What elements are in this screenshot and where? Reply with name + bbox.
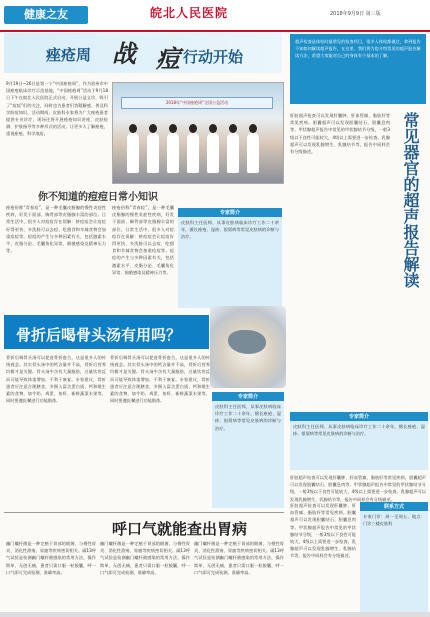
headline-part-b: 战 xyxy=(112,39,136,68)
breath-body-col1: 幽门螺杆菌是一种定植于胃部的细菌，与慢性胃炎、消化性溃疡、胃癌等疾病密切相关。碳13呼气试验是检测幽门螺杆菌感染的常用方法，操作简单，无创无痛，患者只需口服一粒胶囊，呼一口气即可完成检测，准确率高。 xyxy=(6,541,96,575)
right-lead-box: 超声检查是体检时最常见的检查项目，很多人体检都做过，拿到报告不知如何解读超声报告，在这里，我们将为您介绍常见的超声报告解读方法，希望大家能对自己的身体有个基本的了解。 xyxy=(290,34,426,104)
headline-part-d: 行动开始 xyxy=(183,48,244,66)
lead-photo xyxy=(112,82,284,184)
newspaper-masthead: 皖北人民医院 xyxy=(150,6,229,20)
right-expert-box xyxy=(290,412,428,470)
right-vertical-title xyxy=(395,112,425,288)
knowledge-section-title: 你不知道的痘痘日常小知识 xyxy=(38,192,158,203)
breath-section-title: 呼口气就能查出胃病 xyxy=(112,520,248,538)
knowledge-body-col1: 痤疮俗称“青春痘”，是一种毛囊皮脂腺的慢性炎症性疾病，好发于面部、胸背部等皮脂腺丰富的部位。日常生活中，很多人对痘痘存在误解：挤痘痘会让痘痘好得更快、多洗脸可以去痘、吃甜食和辛辣食物会加重痘痘等。痘痘的产生与多种因素有关，包括激素水平、皮脂分泌、毛囊角化异常、细菌感染及精神压力等。 xyxy=(6,205,106,254)
expert-box-title: 专家简介 xyxy=(178,208,282,217)
person-figure xyxy=(207,133,219,173)
photo-banner: 2018年“中国痤疮周”全国公益活动 xyxy=(121,97,273,109)
right-expert-title: 专家简介 xyxy=(290,412,428,421)
bone-image xyxy=(228,330,266,354)
expert-box-body: 皮肤科主任医师，从事皮肤病临床诊疗工作二十余年，擅长痤疮、湿疹、银屑病等常见皮肤病的诊断与治疗。 xyxy=(181,220,279,240)
person-figure xyxy=(187,133,199,173)
soup-body-col2: 骨折后喝骨头汤可以促进骨折愈合，这是很多人的传统观念。其实骨头汤中的钙含量并不高，骨折后营养均衡才是关键。骨头汤中含有大量脂肪，过量饮用反而可能导致体重增加，不利于康复。专家建议，骨折患者应注意合理膳食，多摄入富含蛋白质、钙和维生素的食物，如牛奶、鸡蛋、鱼虾、新鲜蔬菜水果等，同时要遵医嘱进行功能锻炼。 xyxy=(110,355,210,404)
soup-expert-title: 专家简介 xyxy=(212,392,284,401)
section-tag: 健康之友 xyxy=(4,6,88,24)
right-more-text: 肝脏超声检查可以发现肝囊肿、肝血管瘤、脂肪肝等常见疾病。胆囊超声可以发现胆囊结石、胆囊息肉等。甲状腺超声报告中常见的甲状腺结节分级，一般3级以下良性可能较大，4级以上需要进一步检查。乳腺超声可以发现乳腺增生、乳腺结节等，报告中同样会有分级描述。 xyxy=(290,475,426,502)
contact-title: 联系方式 xyxy=(360,502,428,511)
right-bottom-text: 肝脏超声检查可以发现肝囊肿、肝血管瘤、脂肪肝等常见疾病。胆囊超声可以发现胆囊结石、胆囊息肉等。甲状腺超声报告中常见的甲状腺结节分级，一般3级以下良性可能较大，4级以上需要进一步检查。乳腺超声可以发现乳腺增生、乳腺结节等，报告中同样会有分级描述。 xyxy=(290,503,356,559)
person-figure xyxy=(247,133,259,173)
breath-body-col2: 幽门螺杆菌是一种定植于胃部的细菌，与慢性胃炎、消化性溃疡、胃癌等疾病密切相关。碳13呼气试验是检测幽门螺杆菌感染的常用方法，操作简单，无创无痛，患者只需口服一粒胶囊，呼一口气即可完成检测，准确率高。 xyxy=(100,541,190,575)
person-figure xyxy=(167,133,179,173)
contact-body: 专家门诊：周一至周五，地点：门诊三楼皮肤科 xyxy=(363,514,425,527)
right-body-text: 肝脏超声检查可以发现肝囊肿、肝血管瘤、脂肪肝等常见疾病。胆囊超声可以发现胆囊结石、胆囊息肉等。甲状腺超声报告中常见的甲状腺结节分级，一般3级以下良性可能较大，4级以上需要进一步检查。乳腺超声可以发现乳腺增生、乳腺结节等，报告中同样会有分级描述。 xyxy=(290,113,390,155)
soup-body-col1: 骨折后喝骨头汤可以促进骨折愈合，这是很多人的传统观念。其实骨头汤中的钙含量并不高，骨折后营养均衡才是关键。骨头汤中含有大量脂肪，过量饮用反而可能导致体重增加，不利于康复。专家建议，骨折患者应注意合理膳食，多摄入富含蛋白质、钙和维生素的食物，如牛奶、鸡蛋、鱼虾、新鲜蔬菜水果等，同时要遵医嘱进行功能锻炼。 xyxy=(6,355,106,404)
person-figure xyxy=(147,133,159,173)
right-expert-body: 皮肤科主任医师，从事皮肤病临床诊疗工作二十余年，擅长痤疮、湿疹、银屑病等常见皮肤病的诊断与治疗。 xyxy=(293,424,425,437)
person-figure xyxy=(227,133,239,173)
lead-body-text: 9月19日~26日是第一个“中国痤疮周”，作为宿州市中国痤疮临床诊疗示范基地，“中国痤疮周”活动于9月18日下午在皖北人民医院正式启动。开展公益义诊，吸引了“痘痘”们的关注，同时也为患者们答疑解惑，普及科学防痘知识。活动期间，皮肤科专家将为广大痤疮患者提供专业诊疗，现场还将开展痤疮知识讲座、皮肤检测、护肤指导等多种形式的活动，让更多人了解痤疮、重视痤疮、科学战痘。 xyxy=(6,81,108,137)
page-footer-bar xyxy=(0,612,430,617)
divider xyxy=(4,512,284,513)
person-figure xyxy=(127,133,139,173)
expert-info-box xyxy=(178,208,282,308)
contact-box xyxy=(360,502,428,614)
date-line: 2018年9月9日 第三版 xyxy=(330,11,381,17)
headline-part-a: 痤疮周 xyxy=(46,46,92,64)
headline-part-c: 痘 xyxy=(156,44,180,73)
soup-section-title: 骨折后喝骨头汤有用吗？ xyxy=(16,326,182,344)
soup-expert-box xyxy=(212,392,284,508)
right-title-text: 常见器官的超声报告解读 xyxy=(401,112,420,288)
soup-expert-body: 皮肤科主任医师，从事皮肤病临床诊疗工作二十余年，擅长痤疮、湿疹、银屑病等常见皮肤病的诊断与治疗。 xyxy=(215,404,281,431)
knowledge-body-col2: 痤疮俗称“青春痘”，是一种毛囊皮脂腺的慢性炎症性疾病，好发于面部、胸背部等皮脂腺丰富的部位。日常生活中，很多人对痘痘存在误解：挤痘痘会让痘痘好得更快、多洗脸可以去痘、吃甜食和辛辣食物会加重痘痘等。痘痘的产生与多种因素有关，包括激素水平、皮脂分泌、毛囊角化异常、细菌感染及精神压力等。 xyxy=(112,205,174,275)
breath-body-col3: 幽门螺杆菌是一种定植于胃部的细菌，与慢性胃炎、消化性溃疡、胃癌等疾病密切相关。碳13呼气试验是检测幽门螺杆菌感染的常用方法，操作简单，无创无痛，患者只需口服一粒胶囊，呼一口气即可完成检测，准确率高。 xyxy=(194,541,284,575)
